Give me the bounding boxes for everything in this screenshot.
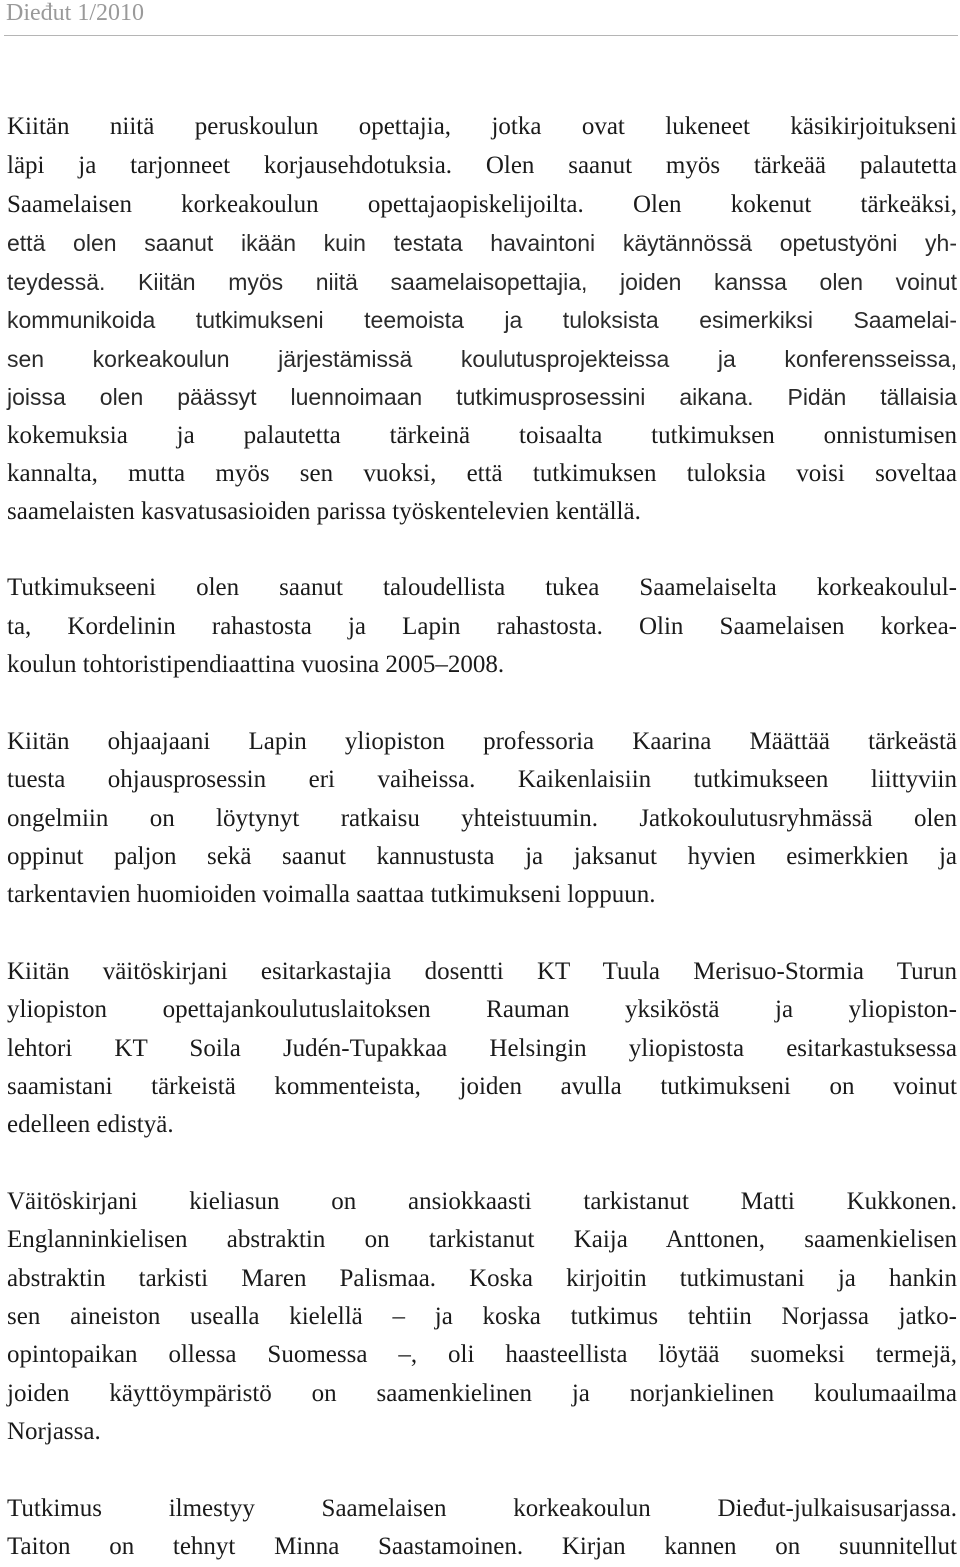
text-line: läpi ja tarjonneet korjausehdotuksia. Olen saanut myös tärkeää palautetta: [7, 152, 957, 179]
text-line: kommunikoida tutkimukseni teemoista ja tuloksista esimerkiksi Saamelai-: [7, 307, 957, 333]
text-line: että olen saanut ikään kuin testata havaintoni käytännössä opetustyöni yh-: [7, 230, 957, 256]
text-line: ongelmiin on löytynyt ratkaisu yhteistuumin. Jatkokoulutusryhmässä olen: [7, 805, 957, 832]
text-line: Kiitän väitöskirjani esitarkastajia dosentti KT Tuula Merisuo-Stormia Turun: [7, 958, 957, 985]
text-line: saamistani tärkeistä kommenteista, joiden avulla tutkimukseni on voinut: [7, 1073, 957, 1100]
text-line: Tutkimukseeni olen saanut taloudellista tukea Saamelaiselta korkeakoulul-: [7, 574, 957, 601]
text-line: yliopiston opettajankoulutuslaitoksen Rauman yksiköstä ja yliopiston-: [7, 996, 957, 1023]
text-line: tuesta ohjausprosessin eri vaiheissa. Kaikenlaisiin tutkimukseen liittyviin: [7, 766, 957, 793]
running-header: Dieđut 1/2010: [6, 0, 144, 26]
text-line: kokemuksia ja palautetta tärkeinä toisaalta tutkimuksen onnistumisen: [7, 422, 957, 449]
text-line: Kiitän niitä peruskoulun opettajia, jotka ovat lukeneet käsikirjoitukseni: [7, 113, 957, 140]
text-line: koulun tohtoristipendiaattina vuosina 2005–2008.: [7, 651, 505, 678]
text-line: Taiton on tehnyt Minna Saastamoinen. Kirjan kannen on suunnitellut: [7, 1533, 957, 1560]
text-line: sen aineiston usealla kielellä – ja koska tutkimus tehtiin Norjassa jatko-: [7, 1303, 957, 1330]
text-line: Englanninkielisen abstraktin on tarkistanut Kaija Anttonen, saamenkielisen: [7, 1226, 957, 1253]
text-line: saamelaisten kasvatusasioiden parissa työskentelevien kentällä.: [7, 498, 641, 525]
text-line: kannalta, mutta myös sen vuoksi, että tutkimuksen tuloksia voisi soveltaa: [7, 460, 957, 487]
text-line: lehtori KT Soila Judén-Tupakkaa Helsingin yliopistosta esitarkastuksessa: [7, 1035, 957, 1062]
text-line: tarkentavien huomioiden voimalla saattaa tutkimukseni loppuun.: [7, 881, 656, 908]
text-line: joissa olen päässyt luennoimaan tutkimusprosessini aikana. Pidän tällaisia: [7, 384, 957, 410]
text-line: opintopaikan ollessa Suomessa –, oli haasteellista löytää suomeksi termejä,: [7, 1341, 957, 1368]
text-line: teydessä. Kiitän myös niitä saamelaisopettajia, joiden kanssa olen voinut: [7, 269, 957, 295]
text-line: Norjassa.: [7, 1418, 101, 1445]
header-rule: [4, 35, 958, 36]
text-line: Väitöskirjani kieliasun on ansiokkaasti tarkistanut Matti Kukkonen.: [7, 1188, 957, 1215]
text-line: Saamelaisen korkeakoulun opettajaopiskelijoilta. Olen kokenut tärkeäksi,: [7, 191, 957, 218]
text-line: Tutkimus ilmestyy Saamelaisen korkeakoulun Dieđut-julkaisusarjassa.: [7, 1495, 957, 1522]
text-line: edelleen edistyä.: [7, 1111, 174, 1138]
text-line: Kiitän ohjaajaani Lapin yliopiston professoria Kaarina Määttää tärkeästä: [7, 728, 957, 755]
text-line: oppinut paljon sekä saanut kannustusta ja jaksanut hyvien esimerkkien ja: [7, 843, 957, 870]
text-line: sen korkeakoulun järjestämissä koulutusprojekteissa ja konferensseissa,: [7, 346, 957, 372]
text-line: abstraktin tarkisti Maren Palismaa. Koska kirjoitin tutkimustani ja hankin: [7, 1265, 957, 1292]
text-line: joiden käyttöympäristö on saamenkielinen ja norjankielinen koulumaailma: [7, 1380, 957, 1407]
text-line: ta, Kordelinin rahastosta ja Lapin rahastosta. Olin Saamelaisen korkea-: [7, 613, 957, 640]
